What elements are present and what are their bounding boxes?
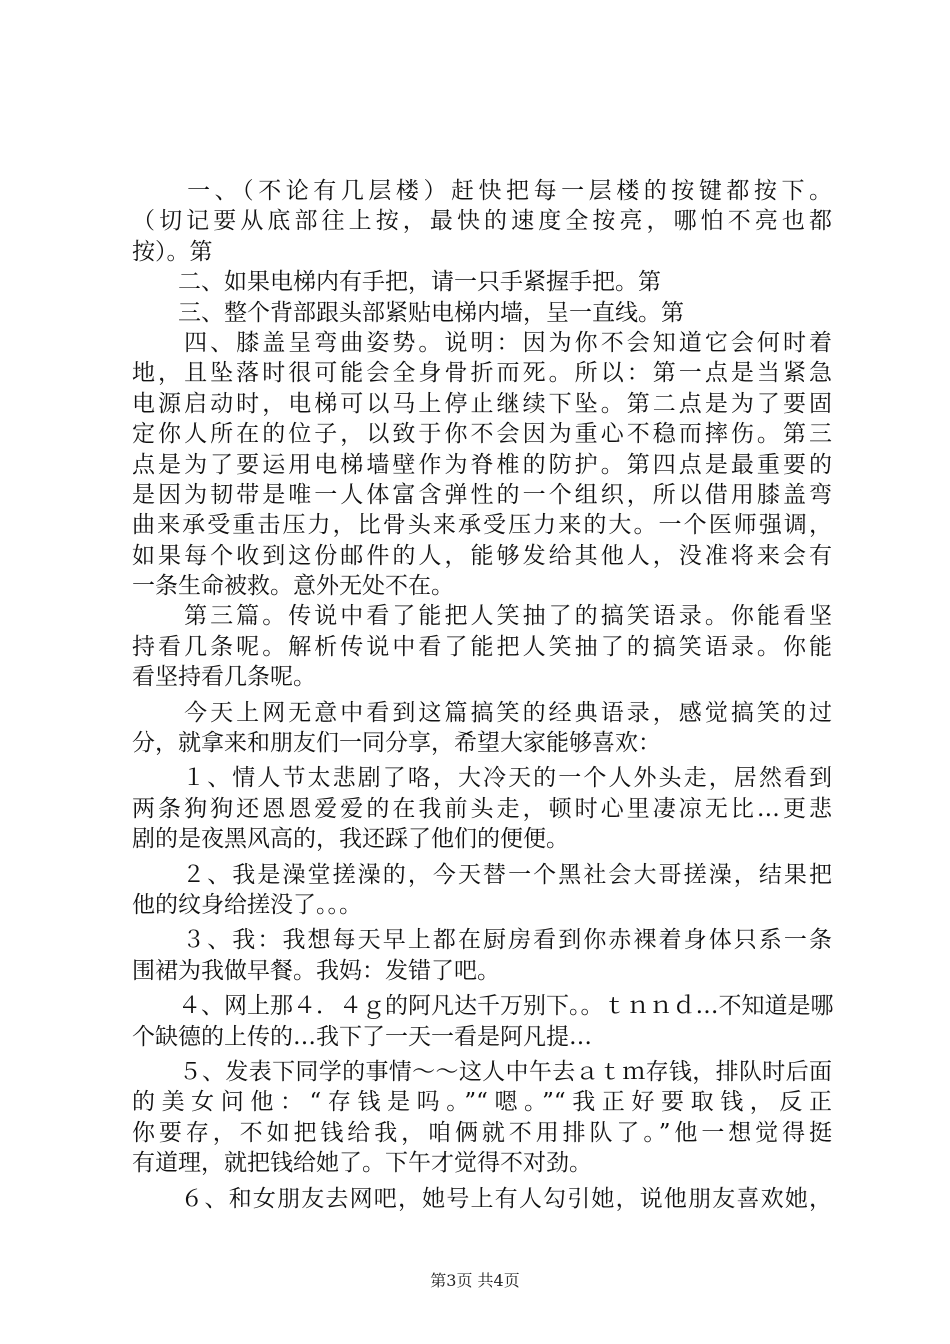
text-line: 一条生命被救。意外无处不在。 <box>132 573 454 600</box>
text-line: 两条狗狗还恩恩爱爱的在我前头走，顿时心里凄凉无比…更悲 <box>132 795 832 822</box>
text-line: ６、和女朋友去网吧，她号上有人勾引她，说他朋友喜欢她， <box>132 1185 832 1212</box>
text-line: 电源启动时，电梯可以马上停止继续下坠。第二点是为了要固 <box>132 390 832 417</box>
text-line: 的美女问他：“存钱是吗。”“嗯。”“我正好要取钱，反正 <box>132 1089 832 1116</box>
text-line: 剧的是夜黑风高的，我还踩了他们的便便。 <box>132 826 569 853</box>
text-line: 是因为韧带是唯一人体富含弹性的一个组织，所以借用膝盖弯 <box>132 481 832 508</box>
text-line: 围裙为我做早餐。我妈：发错了吧。 <box>132 957 500 984</box>
text-line: 有道理，就把钱给她了。下午才觉得不对劲。 <box>132 1150 592 1177</box>
text-line: 持看几条呢。解析传说中看了能把人笑抽了的搞笑语录。你能 <box>132 633 832 660</box>
text-line: 按）。第 <box>132 238 213 265</box>
text-line: 定你人所在的位子，以致于你不会因为重心不稳而摔伤。第三 <box>132 421 832 448</box>
text-line: ３、我：我想每天早上都在厨房看到你赤裸着身体只系一条 <box>132 927 832 954</box>
text-line: 如果每个收到这份邮件的人，能够发给其他人，没准将来会有 <box>132 542 832 569</box>
text-line: 一、（不论有几层楼）赶快把每一层楼的按键都按下。 <box>132 178 832 204</box>
text-line: （切记要从底部往上按，最快的速度全按亮，哪怕不亮也都 <box>132 208 832 235</box>
text-line: ５、发表下同学的事情～～这人中午去ａｔｍ存钱，排队时后面 <box>132 1058 832 1085</box>
text-line: 二、如果电梯内有手把，请一只手紧握手把。第 <box>132 269 661 296</box>
text-line: 分，就拿来和朋友们一同分享，希望大家能够喜欢： <box>132 730 661 757</box>
document-body <box>132 176 832 1214</box>
text-line: 四、膝盖呈弯曲姿势。说明：因为你不会知道它会何时着 <box>132 329 832 356</box>
text-line: ４、网上那４．４ｇ的阿凡达千万别下。。ｔｎｎｄ…不知道是哪 <box>132 993 834 1020</box>
text-line: 看坚持看几条呢。 <box>132 664 316 691</box>
text-line: 你要存，不如把钱给我，咱俩就不用排队了。”他一想觉得挺 <box>132 1119 832 1146</box>
page-number-footer: 第3页 共4页 <box>430 1271 520 1290</box>
text-line: 地，且坠落时很可能会全身骨折而死。所以：第一点是当紧急 <box>132 360 832 387</box>
text-line: 三、整个背部跟头部紧贴电梯内墙，呈一直线。第 <box>132 299 684 326</box>
text-line: 今天上网无意中看到这篇搞笑的经典语录，感觉搞笑的过 <box>132 699 832 726</box>
text-line: 曲来承受重击压力，比骨头来承受压力来的大。一个医师强调， <box>132 512 832 539</box>
text-line: 他的纹身给搓没了。。。 <box>132 891 362 918</box>
text-line: ２、我是澡堂搓澡的，今天替一个黑社会大哥搓澡，结果把 <box>132 861 832 888</box>
text-line: １、情人节太悲剧了咯，大冷天的一个人外头走，居然看到 <box>132 765 832 792</box>
text-line: 个缺德的上传的…我下了一天一看是阿凡提… <box>132 1023 592 1050</box>
text-line: 第三篇。传说中看了能把人笑抽了的搞笑语录。你能看坚 <box>132 603 832 630</box>
text-line: 点是为了要运用电梯墙壁作为脊椎的防护。第四点是最重要的 <box>132 451 832 478</box>
